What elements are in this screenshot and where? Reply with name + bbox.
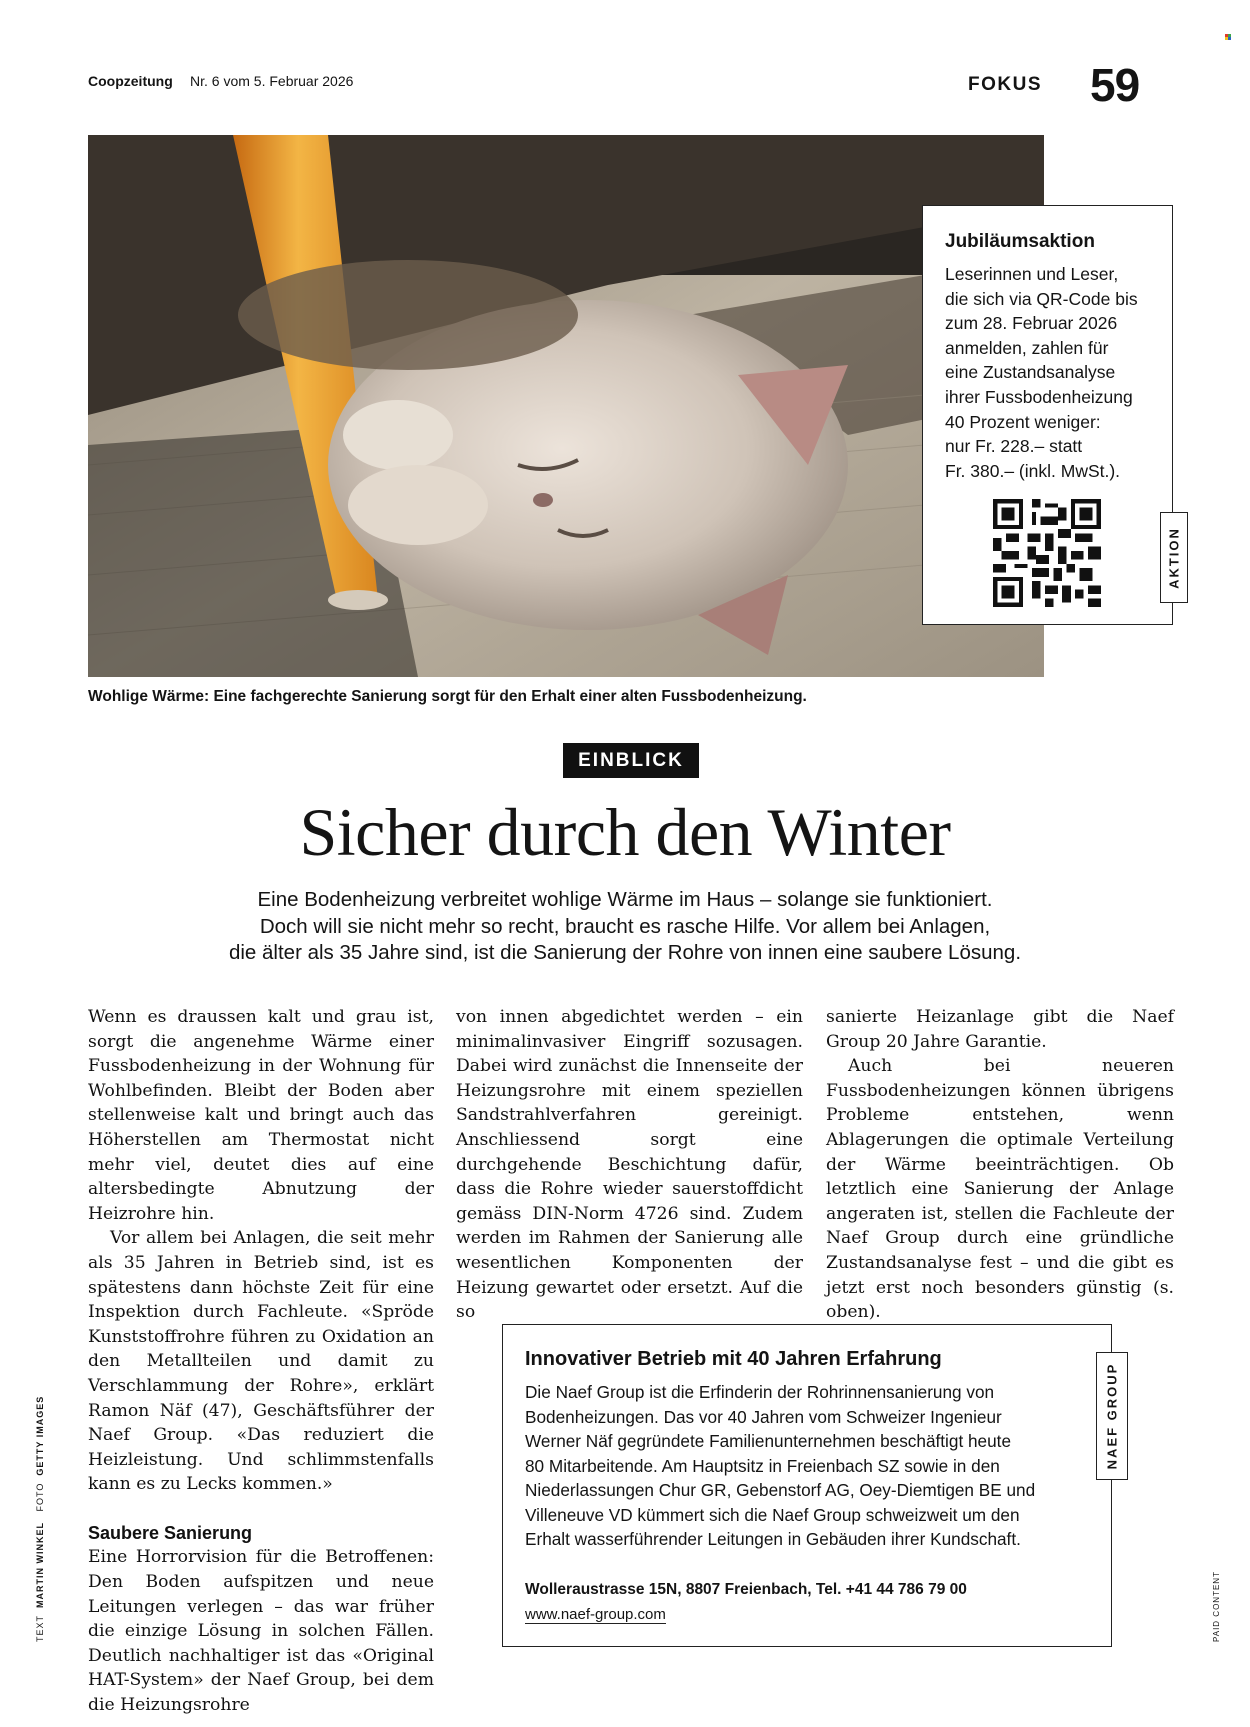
company-address: Wolleraustrasse 15N, 8807 Freienbach, Tel. +41 44 786 79 00 <box>525 1581 967 1598</box>
paragraph: sanierte Heizanlage gibt die Naef Group 20 Jahre Garantie. <box>826 1007 1174 1052</box>
issue-info: Nr. 6 vom 5. Februar 2026 <box>190 73 354 89</box>
info-text: Die Naef Group ist die Erfinderin der Rohrinnensanierung von Bodenheizungen. Das vor 40 Jahren vom Schweizer Ingenieur Werner Näf gegründete Familienunternehmen beschäftigt heute 80 Mitarbeitende. Am Hauptsitz in Freienbach SZ sowie in den Niederlassungen Chur GR, Gebenstorf AG, Oey-Diemtigen BE und Villeneuve VD kümmert sich die Naef Group schweizweit um den Erhalt wasserführender Leitungen in Gebäuden ihrer Kundschaft. <box>525 1382 1036 1549</box>
company-website-link[interactable]: www.naef-group.com <box>525 1606 666 1623</box>
naef-group-tag: NAEF GROUP <box>1096 1352 1128 1480</box>
paragraph: Vor allem bei Anlagen, die seit mehr als 35 Jahren in Betrieb sind, ist es spätestens dann höchste Zeit für eine Inspektion durch Fachleute. «Spröde Kunststoffrohre führen zu Oxidation an den Metallteilen und damit zu Verschlammung der Rohre», erklärt Ramon Näf (47), Geschäftsführer der Naef Group. «Das reduziert die Heizleistung. Und schlimmstenfalls kann es zu Lecks kommen.» <box>88 1228 434 1495</box>
paragraph: von innen abgedichtet werden – ein minimalinvasiver Eingriff sozusagen. Dabei wird zunächst die Innenseite der Heizungsrohre mit einem speziellen Sandstrahlverfahren gereinigt. Anschliessend sorgt eine durchgehende Beschichtung dafür, dass die Rohre wieder sauerstoffdicht gemäss DIN-Norm 4726 sind. Zudem werden im Rahmen der Sanierung alle wesentlichen Komponenten der Heizung gewartet oder ersetzt. Auf die so <box>456 1007 803 1323</box>
article-column-3 <box>826 1005 1174 1325</box>
article-lead: Eine Bodenheizung verbreitet wohlige Wärme im Haus – solange sie funktioniert. Doch will sie nicht mehr so recht, braucht es rasche Hilfe. Vor allem bei Anlagen, die älter als 35 Jahre sind, ist die Sanierung der Rohre von innen eine saubere Lösung. <box>228 888 1022 964</box>
article-column-1 <box>88 1005 434 1718</box>
promo-text: Leserinnen und Leser, die sich via QR-Code bis zum 28. Februar 2026 anmelden, zahlen für eine Zustandsanalyse ihrer Fussbodenheizung 40 Prozent weniger: nur Fr. 228.– statt Fr. 380.– (inkl. MwSt.). <box>945 264 1138 481</box>
company-info-box <box>502 1324 1112 1647</box>
paragraph: Auch bei neueren Fussbodenheizungen können übrigens Probleme entstehen, wenn Ablagerungen die optimale Verteilung der Wärme beeinträchtigen. Ob letztlich eine Sanierung der Anlage angeraten ist, stellen die Fachleute der Naef Group durch eine gründliche Zustandsanalyse fest – und die gibt es jetzt erst noch besonders günstig (s. oben). <box>826 1056 1174 1323</box>
kicker-badge: EINBLICK <box>563 743 699 778</box>
aktion-tag: AKTION <box>1160 512 1188 603</box>
paragraph: Eine Horrorvision für die Betroffenen: Den Boden aufspitzen und neue Leitungen verlegen – das war früher die einzige Lösung in solchen Fällen. Deutlich nachhaltiger ist das «Original HAT-System» der Naef Group, bei dem die Heizungsrohre <box>88 1547 434 1716</box>
subheading: Saubere Sanierung <box>88 1522 253 1543</box>
sleeping-kitten-photo <box>88 135 1044 677</box>
paragraph: Wenn es draussen kalt und grau ist, sorgt die angenehme Wärme einer Fussbodenheizung in der Wohnung für Wohlbefinden. Bleibt der Boden aber stellenweise kalt und bringt auch das Höherstellen am Thermostat nicht mehr viel, deutet dies auf eine altersbedingte Abnutzung der Heizrohre hin. <box>88 1007 434 1224</box>
promo-box <box>922 205 1173 625</box>
article-column-2 <box>456 1005 803 1325</box>
qr-code[interactable] <box>993 499 1101 607</box>
page-number: 59 <box>1090 59 1140 111</box>
publication-name: Coopzeitung <box>88 73 173 89</box>
article-headline: Sicher durch den Winter <box>299 794 951 870</box>
section-label: FOKUS <box>968 74 1042 95</box>
photo-caption: Wohlige Wärme: Eine fachgerechte Sanierung sorgt für den Erhalt einer alten Fussbodenheizung. <box>88 688 807 705</box>
promo-title: Jubiläumsaktion <box>945 231 1095 252</box>
color-registration-mark <box>1225 34 1232 41</box>
paid-content-label: PAID CONTENT <box>1212 1571 1221 1642</box>
info-title: Innovativer Betrieb mit 40 Jahren Erfahrung <box>525 1348 942 1370</box>
photo-credits: TEXT MARTIN WINKEL FOTO GETTY IMAGES <box>35 1395 45 1642</box>
